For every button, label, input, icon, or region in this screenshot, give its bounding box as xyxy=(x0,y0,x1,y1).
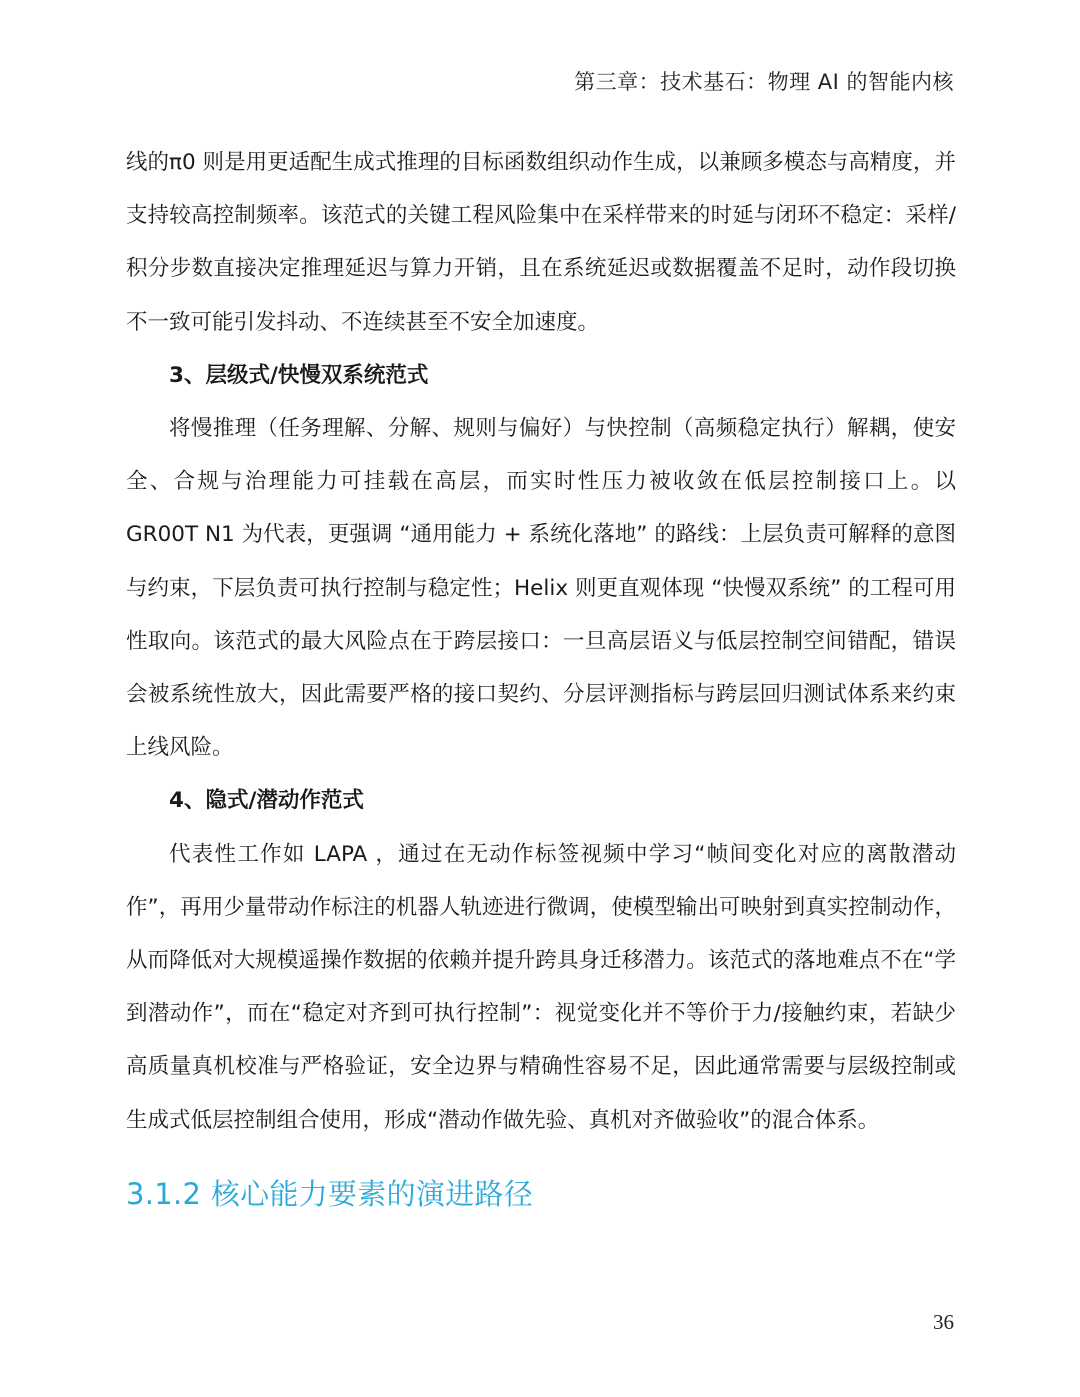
paragraph-latent-action-paradigm: 代表性工作如 LAPA ，通过在无动作标签视频中学习“帧间变化对应的离散潜动作”，再用少量带动作标注的机器人轨迹进行微调，使模型输出可映射到真实控制动作，从而降低对大规模遥操作数据的依赖并提升跨具身迁移潜力。该范式的落地难点不在“学到潜动作”，而在“稳定对齐到可执行控制”：视觉变化并不等价于力/接触约束，若缺少高质量真机校准与严格验证，安全边界与精确性容易不足，因此通常需要与层级控制或生成式低层控制组合使用，形成“潜动作做先验、真机对齐做验收”的混合体系。 xyxy=(126,841,956,1133)
paragraph-hierarchical-paradigm: 将慢推理（任务理解、分解、规则与偏好）与快控制（高频稳定执行）解耦，使安全、合规与治理能力可挂载在高层，而实时性压力被收敛在低层控制接口上。以 GR00T N1 为代表，更强调 “通用能力 + 系统化落地” 的路线：上层负责可解释的意图与约束，下层负责可执行控制与稳定性；Helix 则更直观体现 “快慢双系统” 的工程可用性取向。该范式的最大风险点在于跨层接口：一旦高层语义与低层控制空间错配，错误会被系统性放大，因此需要严格的接口契约、分层评测指标与跨层回归测试体系来约束上线风险。 xyxy=(126,416,956,761)
running-header: 第三章：技术基石：物理 AI 的智能内核 xyxy=(574,70,954,94)
subheading-latent-action-paradigm: 4、隐式/潜动作范式 xyxy=(169,788,364,814)
paragraph-intro: 线的π0 则是用更适配生成式推理的目标函数组织动作生成，以兼顾多模态与高精度，并支持较高控制频率。该范式的关键工程风险集中在采样带来的时延与闭环不稳定：采样/积分步数直接决定推理延迟与算力开销，且在系统延迟或数据覆盖不足时，动作段切换不一致可能引发抖动、不连续甚至不安全加速度。 xyxy=(126,150,956,335)
page-number: 36 xyxy=(933,1310,954,1334)
section-heading: 3.1.2 核心能力要素的演进路径 xyxy=(126,1177,534,1211)
subheading-hierarchical-paradigm: 3、层级式/快慢双系统范式 xyxy=(169,362,429,388)
body-text xyxy=(126,136,956,1147)
